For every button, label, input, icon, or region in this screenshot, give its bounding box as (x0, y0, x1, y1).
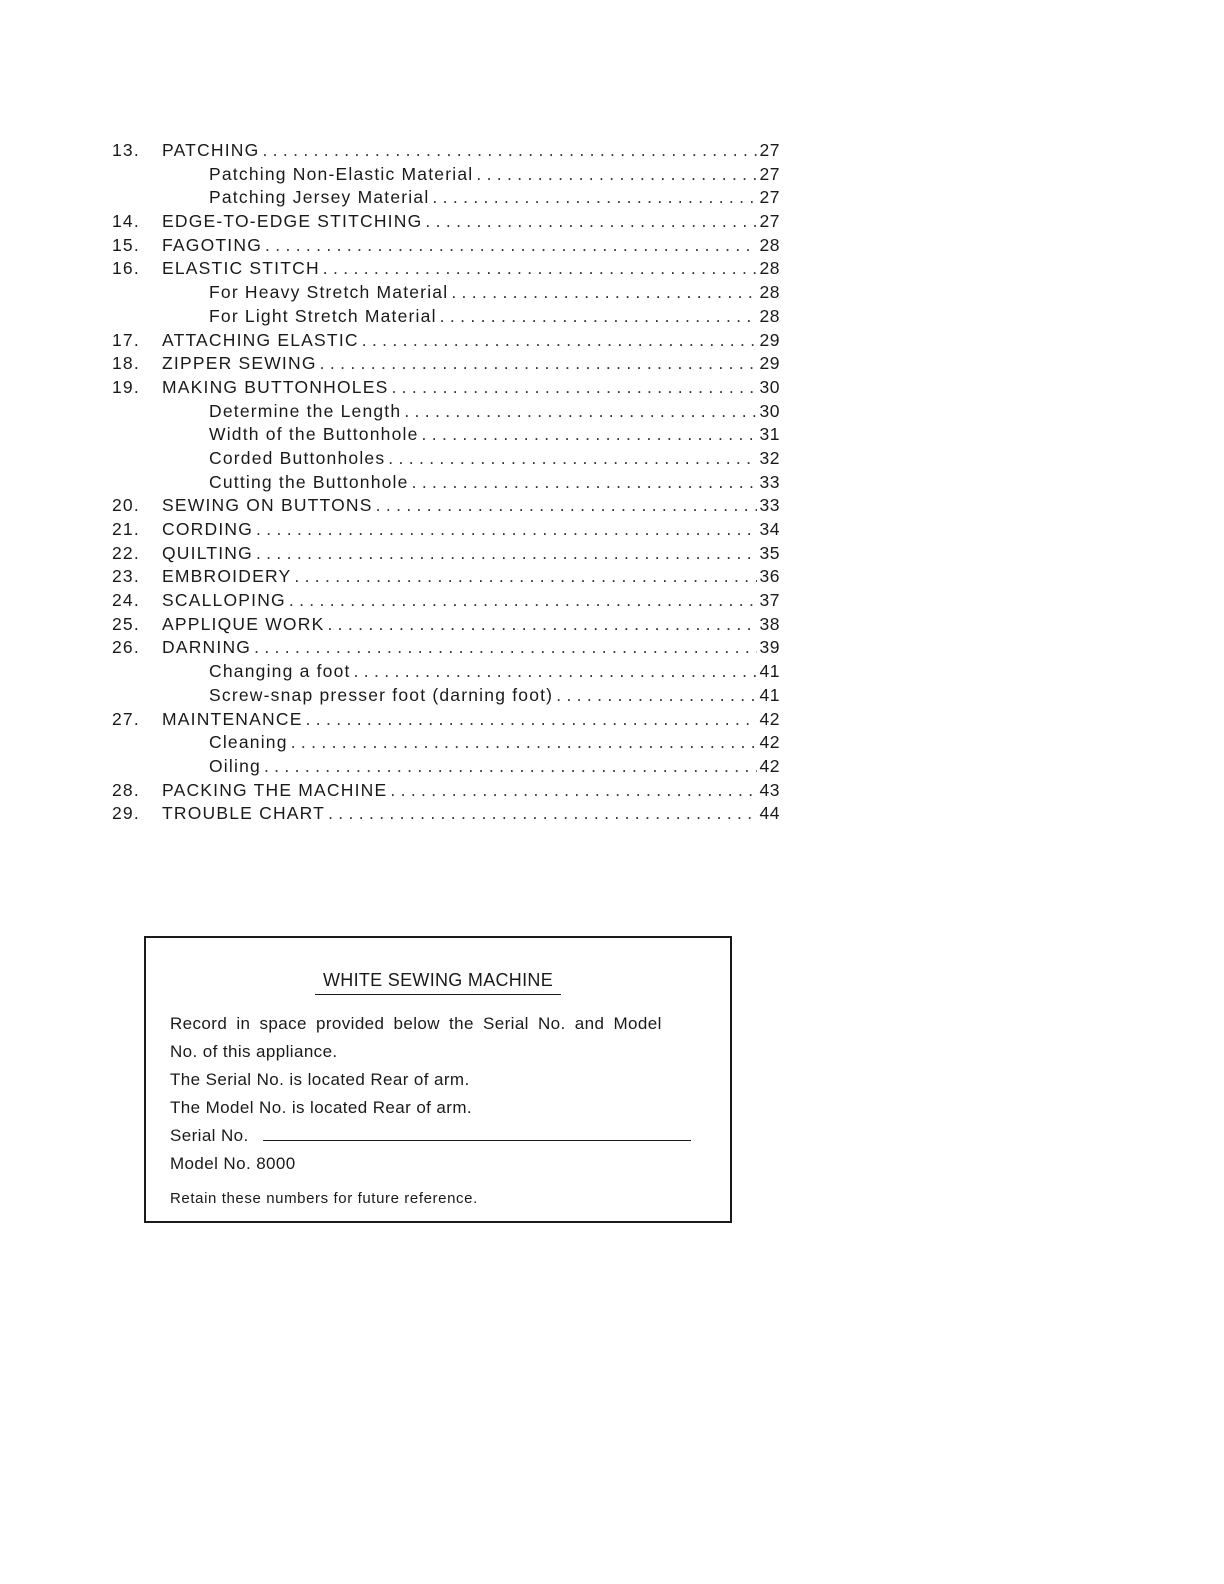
toc-dot-leader (262, 140, 756, 161)
toc-dot-leader (412, 472, 757, 493)
toc-entry-page: 38 (759, 613, 780, 634)
record-box-title-text: WHITE SEWING MACHINE (315, 970, 561, 995)
toc-dot-leader (254, 637, 756, 658)
toc-dot-leader (451, 282, 756, 303)
toc-dot-leader (388, 448, 756, 469)
toc-entry-number: 18. (112, 353, 140, 374)
toc-entry-page: 27 (759, 211, 780, 232)
toc-entry-page: 27 (759, 187, 780, 208)
toc-dot-leader (264, 756, 757, 777)
toc-entry-page: 36 (759, 566, 780, 587)
toc-entry-page: 42 (759, 755, 780, 776)
toc-entry-title: For Light Stretch Material (209, 305, 437, 326)
toc-dot-leader (422, 424, 757, 445)
toc-subentry (112, 401, 780, 425)
toc-entry-title: ZIPPER SEWING (162, 353, 317, 374)
toc-entry-title: SEWING ON BUTTONS (162, 495, 373, 516)
serial-number-field (170, 1122, 710, 1150)
record-box-body (170, 1010, 710, 1212)
toc-dot-leader (265, 235, 757, 256)
toc-entry (112, 614, 780, 638)
toc-dot-leader (354, 661, 757, 682)
toc-entry-title: DARNING (162, 637, 252, 658)
toc-entry (112, 211, 780, 235)
toc-entry-title: PACKING THE MACHINE (162, 779, 388, 800)
serial-number-label: Serial No. (170, 1126, 249, 1145)
toc-entry-page: 35 (759, 542, 780, 563)
toc-entry-page: 43 (759, 779, 780, 800)
toc-entry-title: Determine the Length (209, 400, 402, 421)
toc-entry-number: 13. (112, 140, 140, 160)
toc-entry-title: FAGOTING (162, 234, 263, 255)
toc-entry-title: ATTACHING ELASTIC (162, 329, 359, 350)
toc-entry-page: 28 (759, 305, 780, 326)
toc-entry-number: 24. (112, 590, 140, 611)
toc-subentry (112, 448, 780, 472)
toc-entry-number: 15. (112, 234, 140, 255)
toc-entry-title: Patching Non-Elastic Material (209, 163, 474, 184)
toc-entry-title: MAINTENANCE (162, 708, 303, 729)
toc-entry (112, 495, 780, 519)
toc-dot-leader (327, 614, 756, 635)
toc-dot-leader (376, 495, 757, 516)
toc-dot-leader (556, 685, 756, 706)
toc-entry-title: Oiling (209, 755, 261, 776)
toc-entry-title: Patching Jersey Material (209, 187, 430, 208)
toc-entry-title: MAKING BUTTONHOLES (162, 376, 389, 397)
table-of-contents (112, 140, 780, 827)
toc-dot-leader (289, 590, 757, 611)
toc-dot-leader (323, 258, 757, 279)
toc-entry-number: 27. (112, 708, 140, 729)
toc-entry (112, 566, 780, 590)
toc-subentry (112, 756, 780, 780)
retain-note: Retain these numbers for future reference. (170, 1190, 478, 1207)
toc-dot-leader (328, 803, 756, 824)
toc-entry-title: TROUBLE CHART (162, 803, 326, 824)
toc-entry-title: EDGE-TO-EDGE STITCHING (162, 211, 423, 232)
toc-subentry (112, 685, 780, 709)
toc-entry (112, 637, 780, 661)
toc-entry-title: Cutting the Buttonhole (209, 471, 409, 492)
toc-entry-page: 32 (759, 447, 780, 468)
toc-entry-page: 34 (759, 519, 780, 539)
toc-entry-title: SCALLOPING (162, 590, 286, 611)
toc-entry (112, 353, 780, 377)
toc-dot-leader (440, 306, 757, 327)
toc-entry-page: 33 (759, 471, 780, 492)
toc-entry-number: 28. (112, 779, 140, 800)
toc-entry-number: 14. (112, 211, 140, 232)
toc-dot-leader (306, 709, 757, 730)
toc-entry-page: 30 (759, 376, 780, 397)
record-box-title (146, 970, 730, 995)
toc-entry-page: 27 (759, 163, 780, 184)
toc-entry-title: Width of the Buttonhole (209, 424, 419, 445)
toc-entry-page: 30 (759, 400, 780, 421)
toc-entry (112, 140, 780, 164)
toc-entry-title: For Heavy Stretch Material (209, 282, 449, 303)
toc-entry-title: EMBROIDERY (162, 566, 292, 587)
record-instruction-line-1: Record in space provided below the Serial No. and Model (170, 1014, 662, 1033)
toc-entry-page: 41 (759, 684, 780, 705)
toc-entry-title: CORDING (162, 519, 254, 539)
toc-subentry (112, 472, 780, 496)
toc-dot-leader (291, 732, 757, 753)
toc-entry-title: APPLIQUE WORK (162, 613, 325, 634)
toc-entry (112, 377, 780, 401)
toc-entry-page: 39 (759, 637, 780, 658)
toc-entry-page: 29 (759, 329, 780, 350)
serial-number-blank (263, 1122, 691, 1141)
toc-dot-leader (476, 164, 756, 185)
toc-entry (112, 543, 780, 567)
toc-entry-number: 26. (112, 637, 140, 658)
toc-entry-page: 28 (759, 258, 780, 279)
toc-entry-title: PATCHING (162, 140, 260, 160)
toc-dot-leader (256, 543, 757, 564)
toc-entry-title: Corded Buttonholes (209, 447, 386, 468)
toc-entry (112, 709, 780, 733)
toc-entry-page: 33 (759, 495, 780, 516)
toc-entry-page: 44 (759, 803, 780, 824)
toc-subentry (112, 164, 780, 188)
toc-subentry (112, 732, 780, 756)
toc-dot-leader (256, 519, 756, 540)
toc-entry-page: 42 (759, 732, 780, 753)
toc-entry-number: 19. (112, 376, 140, 397)
toc-subentry (112, 424, 780, 448)
toc-entry-title: ELASTIC STITCH (162, 258, 320, 279)
toc-entry-page: 29 (759, 353, 780, 374)
toc-dot-leader (425, 211, 756, 232)
toc-entry (112, 803, 780, 827)
toc-dot-leader (404, 401, 756, 422)
toc-dot-leader (320, 353, 757, 374)
record-instruction-line-2: No. of this appliance. (170, 1042, 338, 1061)
toc-entry-title: QUILTING (162, 542, 253, 563)
toc-entry-page: 28 (759, 234, 780, 255)
toc-subentry (112, 187, 780, 211)
toc-entry-page: 42 (759, 708, 780, 729)
toc-entry (112, 780, 780, 804)
toc-entry-number: 22. (112, 542, 140, 563)
toc-entry-number: 29. (112, 803, 140, 824)
toc-entry (112, 235, 780, 259)
toc-dot-leader (362, 330, 757, 351)
toc-subentry (112, 306, 780, 330)
toc-entry (112, 258, 780, 282)
toc-entry (112, 519, 780, 543)
toc-entry-title: Screw-snap presser foot (darning foot) (209, 684, 554, 705)
toc-entry (112, 590, 780, 614)
toc-dot-leader (390, 780, 756, 801)
toc-subentry (112, 282, 780, 306)
toc-entry-number: 25. (112, 613, 140, 634)
toc-entry-page: 31 (759, 424, 780, 445)
toc-entry-number: 16. (112, 258, 140, 279)
toc-dot-leader (432, 187, 756, 208)
toc-dot-leader (391, 377, 756, 398)
toc-entry-title: Cleaning (209, 732, 288, 753)
serial-location-text: The Serial No. is located Rear of arm. (170, 1070, 470, 1089)
toc-entry-number: 17. (112, 329, 140, 350)
toc-entry-number: 21. (112, 519, 140, 539)
toc-dot-leader (294, 566, 756, 587)
toc-entry-number: 20. (112, 495, 140, 516)
toc-entry-number: 23. (112, 566, 140, 587)
toc-entry-page: 41 (759, 661, 780, 682)
toc-entry-page: 37 (759, 590, 780, 611)
record-box (144, 936, 732, 1223)
toc-entry (112, 330, 780, 354)
toc-entry-page: 28 (759, 282, 780, 303)
model-location-text: The Model No. is located Rear of arm. (170, 1098, 473, 1117)
toc-entry-page: 27 (759, 140, 780, 160)
model-number-text: Model No. 8000 (170, 1154, 296, 1173)
toc-subentry (112, 661, 780, 685)
toc-entry-title: Changing a foot (209, 661, 351, 682)
